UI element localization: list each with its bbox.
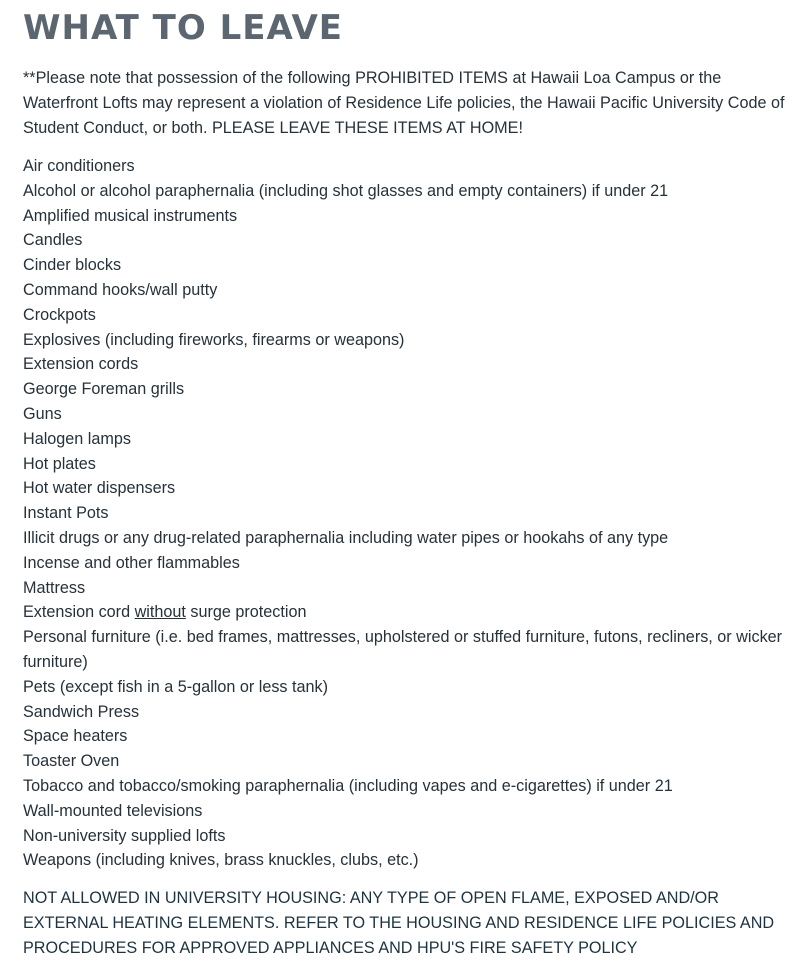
list-item: Crockpots	[23, 305, 96, 324]
list-item: George Foreman grills	[23, 380, 185, 399]
list-item: Command hooks/wall putty	[23, 280, 218, 299]
surge-suffix: surge protection	[185, 603, 307, 622]
list-item: Incense and other flammables	[23, 553, 240, 572]
list-item-surge	[23, 600, 790, 625]
list-item: Halogen lamps	[23, 429, 131, 448]
intro-prefix: **Please note that possession of the following	[23, 69, 356, 87]
list-item: Extension cords	[23, 355, 139, 374]
list-item: Mattress	[23, 578, 86, 597]
intro-paragraph	[23, 66, 790, 141]
housing-notice: NOT ALLOWED IN UNIVERSITY HOUSING: ANY TYPE OF OPEN FLAME, EXPOSED AND/OR EXTERNAL HEATING ELEMENTS. REFER TO THE HOUSING AND RESIDENCE LIFE POLICIES AND PROCEDURES FOR APPROVED APPLIANCES AND HPU'S FIRE SAFETY POLICY	[23, 889, 775, 957]
list-item: Instant Pots	[23, 504, 109, 523]
list-item: Cinder blocks	[23, 256, 122, 275]
list-item: Sandwich Press	[23, 702, 140, 721]
list-item: Space heaters	[23, 727, 128, 746]
list-item: Non-university supplied lofts	[23, 826, 226, 845]
list-item: Hot water dispensers	[23, 479, 176, 498]
page-title: WHAT TO LEAVE	[23, 8, 344, 48]
prohibited-items-list	[23, 154, 790, 873]
intro-emphasis: PROHIBITED ITEMS	[355, 69, 508, 87]
list-item: Wall-mounted televisions	[23, 801, 203, 820]
intro-suffix: at Hawaii Loa Campus or the Waterfront Lofts may represent a violation of Residence Life policies, the Hawaii Pacific University Code of Student Conduct, or both. PLEASE LEAVE THESE ITEMS AT HOME!	[23, 69, 785, 137]
list-item: Explosives (including fireworks, firearms or weapons)	[23, 330, 405, 349]
surge-prefix: Extension cord	[23, 603, 135, 622]
list-item: Pets (except fish in a 5-gallon or less tank)	[23, 677, 329, 696]
list-item: Tobacco and tobacco/smoking paraphernalia (including vapes and e-cigarettes) if under 21	[23, 776, 673, 795]
list-item: Amplified musical instruments	[23, 206, 238, 225]
list-item: Air conditioners	[23, 157, 135, 175]
list-item: Guns	[23, 404, 62, 423]
list-item: Personal furniture (i.e. bed frames, mattresses, upholstered or stuffed furniture, futons, recliners, or wicker furniture)	[23, 628, 783, 671]
list-item: Weapons (including knives, brass knuckles, clubs, etc.)	[23, 851, 419, 870]
list-item: Candles	[23, 231, 83, 250]
list-item: Hot plates	[23, 454, 96, 473]
list-item: Alcohol or alcohol paraphernalia (including shot glasses and empty containers) if under 21	[23, 181, 669, 200]
list-item: Toaster Oven	[23, 752, 120, 771]
surge-underlined: without	[134, 603, 186, 622]
list-item: Illicit drugs or any drug-related paraphernalia including water pipes or hookahs of any type	[23, 528, 669, 547]
